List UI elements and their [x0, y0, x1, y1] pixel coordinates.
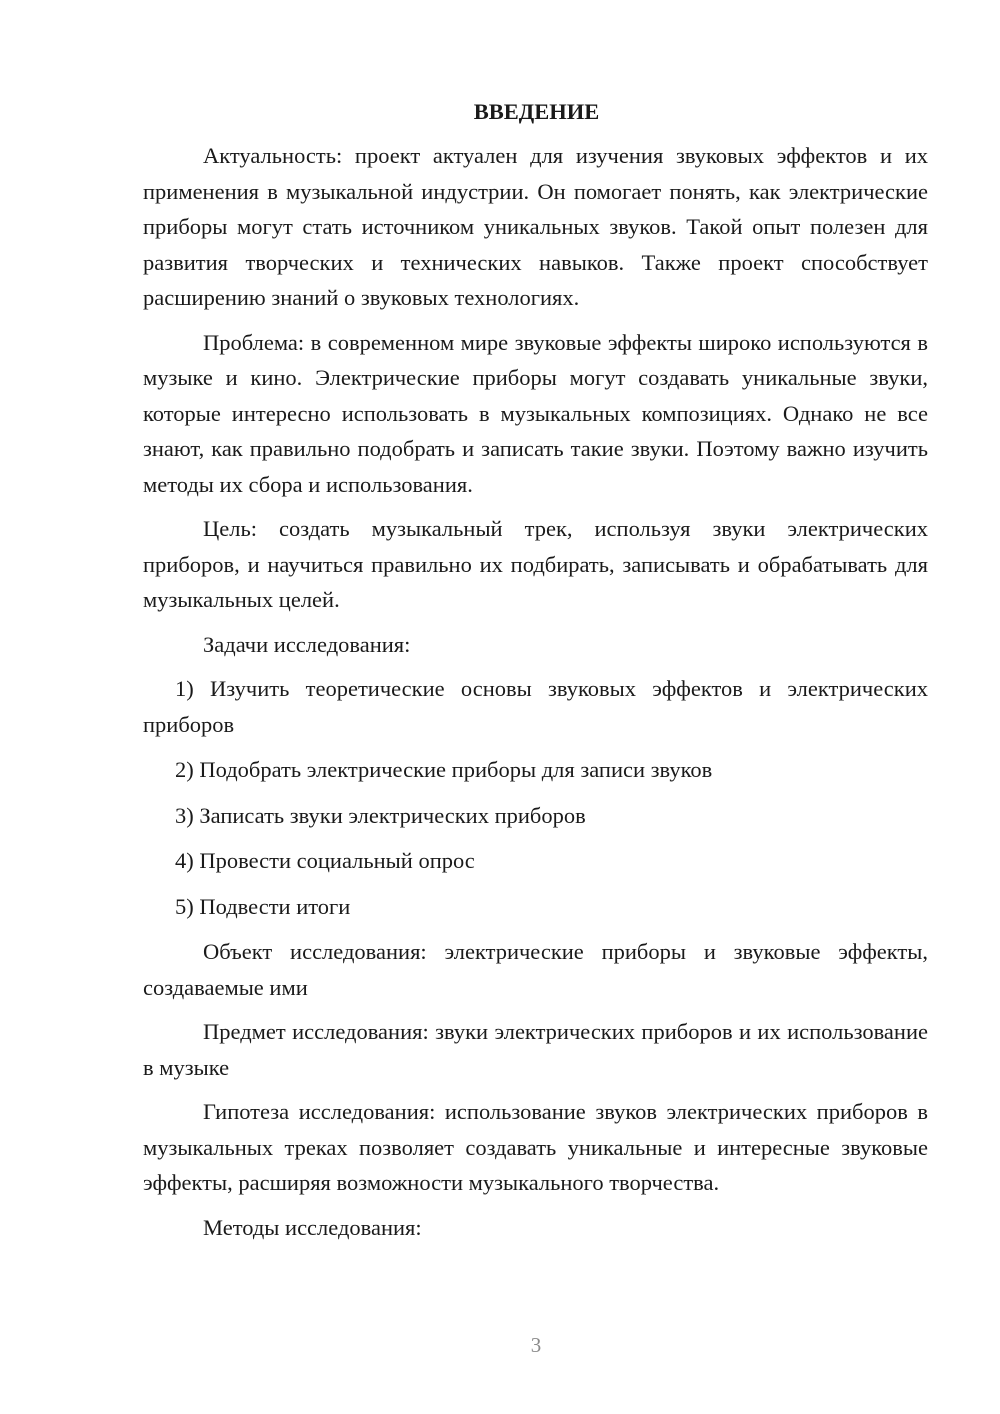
paragraph-hypothesis: Гипотеза исследования: использование звуков электрических приборов в музыкальных треках позволяет создавать уникальные и интересные звуковые эффекты, расширяя возможности музыкального творчества.: [143, 1099, 928, 1195]
paragraph-tasks-heading: Задачи исследования:: [203, 631, 411, 657]
paragraph-object: Объект исследования: электрические приборы и звуковые эффекты, создаваемые ими: [143, 939, 928, 1000]
task-item-5: 5) Подвести итоги: [175, 893, 351, 919]
paragraph-methods-heading: Методы исследования:: [203, 1214, 422, 1240]
task-item-2: 2) Подобрать электрические приборы для записи звуков: [175, 757, 713, 782]
page-title: ВВЕДЕНИЕ: [473, 99, 600, 124]
paragraph-subject: Предмет исследования: звуки электрических приборов и их использование в музыке: [143, 1019, 928, 1080]
paragraph-goal: Цель: создать музыкальный трек, используя звуки электрических приборов, и научиться правильно их подбирать, записывать и обрабатывать для музыкальных целей.: [143, 516, 928, 612]
paragraph-relevance: Актуальность: проект актуален для изучения звуковых эффектов и их применения в музыкальной индустрии. Он помогает понять, как электрические приборы могут стать источником уникальных звуков. Такой опыт полезен для развития творческих и технических навыков. Также проект способствует расширению знаний о звуковых технологиях.: [143, 143, 928, 310]
task-item-1: 1) Изучить теоретические основы звуковых эффектов и электрических приборов: [143, 676, 928, 737]
task-item-3: 3) Записать звуки электрических приборов: [175, 802, 586, 828]
document-body: [143, 94, 928, 1254]
task-item-4: 4) Провести социальный опрос: [175, 848, 475, 873]
page-number: 3: [530, 1333, 542, 1357]
paragraph-problem: Проблема: в современном мире звуковые эффекты широко используются в музыке и кино. Электрические приборы могут создавать уникальные звуки, которые интересно использовать в музыкальных композициях. Однако не все знают, как правильно подобрать и записать такие звуки. Поэтому важно изучить методы их сбора и использования.: [143, 329, 928, 497]
